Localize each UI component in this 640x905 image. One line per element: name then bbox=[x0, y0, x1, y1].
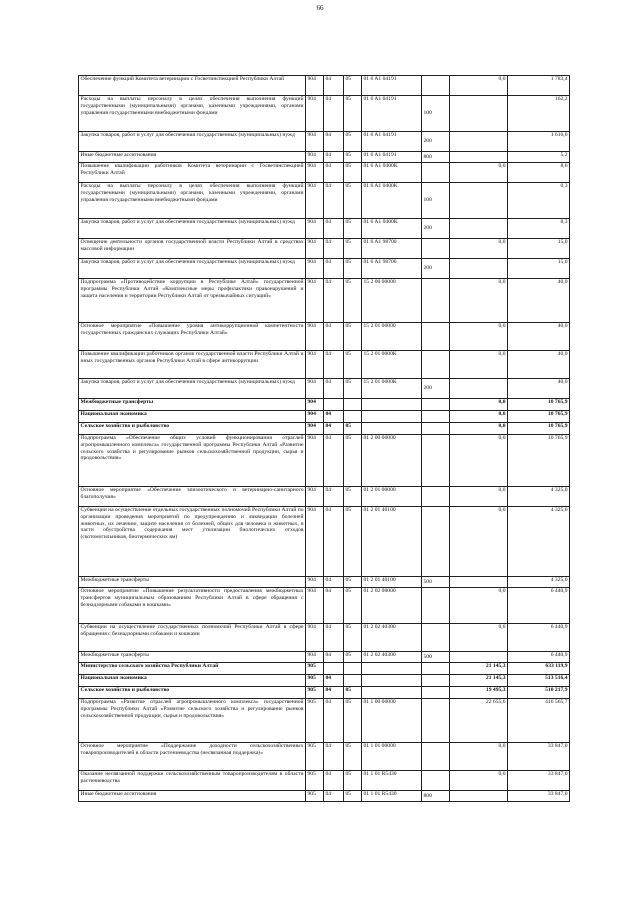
amount-2: 10 765,9 bbox=[508, 435, 570, 487]
subsection-code: 05 bbox=[344, 183, 362, 219]
expense-type-code: 200 bbox=[422, 379, 450, 399]
amount-1 bbox=[450, 791, 508, 802]
expense-type-code bbox=[422, 487, 450, 507]
row-name: Национальная экономика bbox=[79, 675, 306, 687]
table-row bbox=[79, 152, 570, 163]
amount-1: 0,0 bbox=[450, 351, 508, 379]
amount-1: 0,0 bbox=[450, 76, 508, 96]
expense-type-code: 200 bbox=[422, 219, 450, 239]
expense-type-code bbox=[422, 588, 450, 624]
expense-type-code: 500 bbox=[422, 652, 450, 663]
expense-type-code bbox=[422, 663, 450, 675]
row-name: Оказание несвязанной поддержки сельскохозяйственным товаропроизводителям в области растениеводства bbox=[79, 771, 306, 791]
section-code: 04 bbox=[324, 76, 344, 96]
section-code bbox=[324, 663, 344, 675]
subsection-code: 05 bbox=[344, 577, 362, 588]
table-row bbox=[79, 624, 570, 652]
row-name: Повышение квалификации работников Комитета ветеринарии с Госветинспекцией Республики Алтай bbox=[79, 163, 306, 183]
grbs-code: 904 bbox=[306, 323, 324, 351]
amount-1: 0,0 bbox=[450, 411, 508, 423]
target-article-code bbox=[362, 663, 422, 675]
target-article-code: 15 2 01 0000К bbox=[362, 351, 422, 379]
grbs-code: 904 bbox=[306, 76, 324, 96]
expense-type-code: 800 bbox=[422, 152, 450, 163]
amount-2: 5,2 bbox=[508, 152, 570, 163]
target-article-code: 01 1 00 00000 bbox=[362, 699, 422, 743]
page-number: 66 bbox=[316, 4, 324, 12]
amount-2: 4 325,0 bbox=[508, 507, 570, 577]
table-row bbox=[79, 183, 570, 219]
amount-2: 6 440,9 bbox=[508, 624, 570, 652]
section-code: 04 bbox=[324, 351, 344, 379]
target-article-code: 01 2 00 00000 bbox=[362, 435, 422, 487]
grbs-code: 905 bbox=[306, 743, 324, 771]
subsection-code: 05 bbox=[344, 588, 362, 624]
section-code: 04 bbox=[324, 507, 344, 577]
target-article-code: 01 6 A1 0400К bbox=[362, 163, 422, 183]
target-article-code: 01 2 02 40300 bbox=[362, 652, 422, 663]
amount-2: 4 325,0 bbox=[508, 487, 570, 507]
amount-2: 15,0 bbox=[508, 239, 570, 259]
row-name: Освещение деятельности органов государственной власти Республики Алтай в средствах массовой информации bbox=[79, 239, 306, 259]
section-code: 04 bbox=[324, 279, 344, 323]
subsection-code: 05 bbox=[344, 239, 362, 259]
grbs-code: 905 bbox=[306, 791, 324, 802]
row-name: Подпрограмма «Развитие отраслей агропромышленного комплекса» государственной программы Республики Алтай «Развитие сельского хозяйства и регулирование рынков сельскохозяйственной продукции, сырья и продовольствия» bbox=[79, 699, 306, 743]
expense-type-code bbox=[422, 323, 450, 351]
amount-1: 0,0 bbox=[450, 624, 508, 652]
target-article-code: 01 6 A1 0400К bbox=[362, 219, 422, 239]
expense-type-code bbox=[422, 163, 450, 183]
amount-1 bbox=[450, 183, 508, 219]
table-row bbox=[79, 239, 570, 259]
amount-2: 416 565,7 bbox=[508, 699, 570, 743]
amount-2: 4 325,0 bbox=[508, 577, 570, 588]
target-article-code bbox=[362, 399, 422, 411]
grbs-code: 904 bbox=[306, 163, 324, 183]
target-article-code: 01 6 A1 04191 bbox=[362, 96, 422, 132]
table-row bbox=[79, 687, 570, 699]
amount-2: 10 765,9 bbox=[508, 423, 570, 435]
table-row bbox=[79, 96, 570, 132]
amount-2: 8,6 bbox=[508, 163, 570, 183]
subsection-code: 05 bbox=[344, 699, 362, 743]
expense-type-code bbox=[422, 279, 450, 323]
expense-type-code: 800 bbox=[422, 791, 450, 802]
section-code: 04 bbox=[324, 675, 344, 687]
expense-type-code bbox=[422, 411, 450, 423]
row-name: Обеспечение функций Комитета ветеринарии с Госветинспекцией Республики Алтай bbox=[79, 76, 306, 96]
target-article-code: 01 6 A1 04191 bbox=[362, 76, 422, 96]
amount-1: 0,0 bbox=[450, 399, 508, 411]
expense-type-code: 200 bbox=[422, 259, 450, 279]
amount-2: 6 440,9 bbox=[508, 588, 570, 624]
target-article-code: 15 2 00 00000 bbox=[362, 279, 422, 323]
grbs-code: 904 bbox=[306, 487, 324, 507]
section-code: 04 bbox=[324, 699, 344, 743]
section-code: 04 bbox=[324, 259, 344, 279]
subsection-code: 05 bbox=[344, 323, 362, 351]
row-name: Иные бюджетные ассигнования bbox=[79, 152, 306, 163]
table-row bbox=[79, 219, 570, 239]
table-row bbox=[79, 663, 570, 675]
expense-type-code bbox=[422, 351, 450, 379]
subsection-code bbox=[344, 663, 362, 675]
amount-2: 513 516,4 bbox=[508, 675, 570, 687]
subsection-code: 05 bbox=[344, 351, 362, 379]
subsection-code bbox=[344, 411, 362, 423]
expense-type-code bbox=[422, 507, 450, 577]
table-row bbox=[79, 507, 570, 577]
subsection-code: 05 bbox=[344, 687, 362, 699]
expense-type-code: 200 bbox=[422, 132, 450, 152]
target-article-code: 01 1 01 R5430 bbox=[362, 771, 422, 791]
target-article-code: 01 2 02 40300 bbox=[362, 624, 422, 652]
amount-1 bbox=[450, 259, 508, 279]
amount-2: 15,0 bbox=[508, 259, 570, 279]
section-code bbox=[324, 399, 344, 411]
amount-2: 33 847,0 bbox=[508, 743, 570, 771]
expense-type-code bbox=[422, 239, 450, 259]
section-code: 04 bbox=[324, 152, 344, 163]
target-article-code: 01 6 A1 04191 bbox=[362, 152, 422, 163]
expense-type-code bbox=[422, 743, 450, 771]
budget-table bbox=[78, 75, 570, 802]
amount-1: 0,0 bbox=[450, 163, 508, 183]
table-row bbox=[79, 399, 570, 411]
expense-type-code: 500 bbox=[422, 577, 450, 588]
table-row bbox=[79, 577, 570, 588]
target-article-code bbox=[362, 687, 422, 699]
expense-type-code bbox=[422, 675, 450, 687]
grbs-code: 904 bbox=[306, 423, 324, 435]
amount-1 bbox=[450, 152, 508, 163]
subsection-code: 05 bbox=[344, 423, 362, 435]
amount-2: 8,3 bbox=[508, 219, 570, 239]
grbs-code: 905 bbox=[306, 687, 324, 699]
row-name: Субвенции на осуществление отдельных государственных полномочий Республики Алтай по организации проведения мероприятий по предупреждению и ликвидации болезней животных, их лечению, защите населения от болезней, общих для человека и животных, в части обустройства содержания мест утилизации биологических отходов (скотомогильников, биотермических ям) bbox=[79, 507, 306, 577]
row-name: Подпрограмма «Противодействие коррупции в Республике Алтай» государственной программы Республики Алтай «Комплексные меры профилактики правонарушений и защита населения и территории Республики Алтай от чрезвычайных ситуаций» bbox=[79, 279, 306, 323]
section-code: 04 bbox=[324, 435, 344, 487]
amount-1: 0,0 bbox=[450, 239, 508, 259]
table-row bbox=[79, 435, 570, 487]
table-row bbox=[79, 411, 570, 423]
grbs-code: 905 bbox=[306, 675, 324, 687]
table-row bbox=[79, 423, 570, 435]
subsection-code bbox=[344, 675, 362, 687]
row-name: Основное мероприятие «Повышение уровня антикоррупционной компетентности государственных гражданских служащих Республики Алтай» bbox=[79, 323, 306, 351]
section-code: 04 bbox=[324, 687, 344, 699]
grbs-code: 904 bbox=[306, 577, 324, 588]
table-row bbox=[79, 743, 570, 771]
row-name: Закупка товаров, работ и услуг для обеспечения государственных (муниципальных) нужд bbox=[79, 259, 306, 279]
amount-1 bbox=[450, 379, 508, 399]
grbs-code: 904 bbox=[306, 624, 324, 652]
subsection-code: 05 bbox=[344, 743, 362, 771]
grbs-code: 904 bbox=[306, 96, 324, 132]
target-article-code: 01 2 01 00000 bbox=[362, 487, 422, 507]
table-row bbox=[79, 132, 570, 152]
section-code: 04 bbox=[324, 219, 344, 239]
subsection-code: 05 bbox=[344, 791, 362, 802]
amount-1: 0,0 bbox=[450, 771, 508, 791]
subsection-code: 05 bbox=[344, 487, 362, 507]
amount-1: 0,0 bbox=[450, 588, 508, 624]
grbs-code: 904 bbox=[306, 132, 324, 152]
subsection-code: 05 bbox=[344, 96, 362, 132]
budget-table-body bbox=[79, 76, 570, 802]
grbs-code: 904 bbox=[306, 219, 324, 239]
subsection-code: 05 bbox=[344, 507, 362, 577]
section-code: 04 bbox=[324, 423, 344, 435]
amount-2: 40,0 bbox=[508, 351, 570, 379]
section-code: 04 bbox=[324, 577, 344, 588]
amount-1: 0,0 bbox=[450, 507, 508, 577]
amount-1 bbox=[450, 132, 508, 152]
section-code: 04 bbox=[324, 487, 344, 507]
row-name: Закупка товаров, работ и услуг для обеспечения государственных (муниципальных) нужд bbox=[79, 379, 306, 399]
target-article-code: 01 6 A1 98700 bbox=[362, 239, 422, 259]
amount-1 bbox=[450, 652, 508, 663]
target-article-code: 01 6 A1 98700 bbox=[362, 259, 422, 279]
amount-2: 10 765,9 bbox=[508, 411, 570, 423]
amount-1: 0,0 bbox=[450, 435, 508, 487]
expense-type-code bbox=[422, 624, 450, 652]
section-code: 04 bbox=[324, 588, 344, 624]
row-name: Основное мероприятие «Обеспечение эпизоотического и ветеринарно-санитарного благополучия» bbox=[79, 487, 306, 507]
amount-1: 0,0 bbox=[450, 487, 508, 507]
table-row bbox=[79, 588, 570, 624]
table-row bbox=[79, 76, 570, 96]
amount-2: 510 217,9 bbox=[508, 687, 570, 699]
amount-1 bbox=[450, 219, 508, 239]
amount-1: 0,0 bbox=[450, 279, 508, 323]
amount-2: 6 440,9 bbox=[508, 652, 570, 663]
amount-2: 40,0 bbox=[508, 323, 570, 351]
table-row bbox=[79, 652, 570, 663]
subsection-code: 05 bbox=[344, 163, 362, 183]
target-article-code: 01 6 A1 0400К bbox=[362, 183, 422, 219]
row-name: Национальная экономика bbox=[79, 411, 306, 423]
subsection-code: 05 bbox=[344, 279, 362, 323]
row-name: Закупка товаров, работ и услуг для обеспечения государственных (муниципальных) нужд bbox=[79, 132, 306, 152]
amount-1: 22 655,6 bbox=[450, 699, 508, 743]
expense-type-code: 100 bbox=[422, 183, 450, 219]
subsection-code: 05 bbox=[344, 652, 362, 663]
table-row bbox=[79, 323, 570, 351]
section-code: 04 bbox=[324, 132, 344, 152]
table-row bbox=[79, 163, 570, 183]
section-code: 04 bbox=[324, 323, 344, 351]
section-code: 04 bbox=[324, 624, 344, 652]
section-code: 04 bbox=[324, 791, 344, 802]
grbs-code: 904 bbox=[306, 588, 324, 624]
expense-type-code bbox=[422, 699, 450, 743]
table-row bbox=[79, 771, 570, 791]
row-name: Основное мероприятие «Повышение результативности предоставления межбюджетных трансфертов муниципальным образованиям Республики Алтай в сфере обращения с безнадзорными собаками и кошками» bbox=[79, 588, 306, 624]
grbs-code: 904 bbox=[306, 152, 324, 163]
subsection-code: 05 bbox=[344, 132, 362, 152]
grbs-code: 904 bbox=[306, 239, 324, 259]
amount-1: 19 495,3 bbox=[450, 687, 508, 699]
table-row bbox=[79, 675, 570, 687]
row-name: Повышение квалификации работников органов государственной власти Республики Алтай и иных государственных органов Республики Алтай в сфере антикоррупции bbox=[79, 351, 306, 379]
row-name: Сельское хозяйство и рыболовство bbox=[79, 687, 306, 699]
row-name: Межбюджетные трансферты bbox=[79, 399, 306, 411]
target-article-code bbox=[362, 411, 422, 423]
grbs-code: 904 bbox=[306, 379, 324, 399]
amount-2: 40,0 bbox=[508, 379, 570, 399]
subsection-code: 05 bbox=[344, 379, 362, 399]
amount-1: 0,0 bbox=[450, 323, 508, 351]
table-row bbox=[79, 379, 570, 399]
grbs-code: 905 bbox=[306, 771, 324, 791]
row-name: Закупка товаров, работ и услуг для обеспечения государственных (муниципальных) нужд bbox=[79, 219, 306, 239]
section-code: 04 bbox=[324, 652, 344, 663]
row-name: Сельское хозяйство и рыболовство bbox=[79, 423, 306, 435]
amount-1 bbox=[450, 577, 508, 588]
target-article-code: 01 2 01 40100 bbox=[362, 507, 422, 577]
table-row bbox=[79, 791, 570, 802]
subsection-code: 05 bbox=[344, 624, 362, 652]
grbs-code: 904 bbox=[306, 411, 324, 423]
expense-type-code bbox=[422, 435, 450, 487]
section-code: 04 bbox=[324, 163, 344, 183]
amount-2: 33 847,0 bbox=[508, 791, 570, 802]
row-name: Подпрограмма «Обеспечение общих условий функционирования отраслей агропромышленного комплекса» государственной программы Республики Алтай «Развитие сельского хозяйства и регулирование рынков сельскохозяйственной продукции, сырья и продовольствия» bbox=[79, 435, 306, 487]
grbs-code: 904 bbox=[306, 435, 324, 487]
target-article-code: 01 2 02 00000 bbox=[362, 588, 422, 624]
grbs-code: 905 bbox=[306, 663, 324, 675]
row-name: Иные бюджетные ассигнования bbox=[79, 791, 306, 802]
target-article-code: 01 1 01 00000 bbox=[362, 743, 422, 771]
expense-type-code: 100 bbox=[422, 96, 450, 132]
amount-1: 0,0 bbox=[450, 423, 508, 435]
target-article-code: 15 2 01 0000К bbox=[362, 379, 422, 399]
row-name: Межбюджетные трансферты bbox=[79, 652, 306, 663]
table-row bbox=[79, 279, 570, 323]
subsection-code: 05 bbox=[344, 76, 362, 96]
row-name: Основное мероприятие «Поддержание доходности сельскохозяйственных товаропроизводителей в области растениеводства (несвязанная поддержка)» bbox=[79, 743, 306, 771]
section-code: 04 bbox=[324, 771, 344, 791]
subsection-code: 05 bbox=[344, 152, 362, 163]
subsection-code bbox=[344, 399, 362, 411]
section-code: 04 bbox=[324, 379, 344, 399]
amount-1: 21 145,3 bbox=[450, 663, 508, 675]
amount-2: 1 783,4 bbox=[508, 76, 570, 96]
section-code: 04 bbox=[324, 239, 344, 259]
expense-type-code bbox=[422, 771, 450, 791]
subsection-code: 05 bbox=[344, 771, 362, 791]
target-article-code: 01 2 01 40100 bbox=[362, 577, 422, 588]
grbs-code: 904 bbox=[306, 652, 324, 663]
row-name: Министерство сельского хозяйства Республики Алтай bbox=[79, 663, 306, 675]
amount-2: 40,0 bbox=[508, 279, 570, 323]
amount-1: 21 145,3 bbox=[450, 675, 508, 687]
table-row bbox=[79, 351, 570, 379]
amount-2: 10 765,9 bbox=[508, 399, 570, 411]
table-row bbox=[79, 699, 570, 743]
target-article-code bbox=[362, 675, 422, 687]
amount-2: 0,3 bbox=[508, 183, 570, 219]
section-code: 04 bbox=[324, 411, 344, 423]
table-row bbox=[79, 487, 570, 507]
section-code: 04 bbox=[324, 96, 344, 132]
amount-2: 1 616,0 bbox=[508, 132, 570, 152]
amount-1: 0,0 bbox=[450, 743, 508, 771]
amount-1 bbox=[450, 96, 508, 132]
target-article-code bbox=[362, 423, 422, 435]
subsection-code: 05 bbox=[344, 219, 362, 239]
subsection-code: 05 bbox=[344, 259, 362, 279]
target-article-code: 01 6 A1 04191 bbox=[362, 132, 422, 152]
amount-2: 162,2 bbox=[508, 96, 570, 132]
expense-type-code bbox=[422, 423, 450, 435]
grbs-code: 904 bbox=[306, 507, 324, 577]
target-article-code: 15 2 01 00000 bbox=[362, 323, 422, 351]
row-name: Межбюджетные трансферты bbox=[79, 577, 306, 588]
grbs-code: 904 bbox=[306, 351, 324, 379]
subsection-code: 05 bbox=[344, 435, 362, 487]
grbs-code: 904 bbox=[306, 399, 324, 411]
section-code: 04 bbox=[324, 743, 344, 771]
amount-2: 633 119,9 bbox=[508, 663, 570, 675]
grbs-code: 904 bbox=[306, 279, 324, 323]
expense-type-code bbox=[422, 399, 450, 411]
table-row bbox=[79, 259, 570, 279]
expense-type-code bbox=[422, 687, 450, 699]
row-name: Расходы на выплаты персоналу в целях обеспечения выполнения функций государственными (муниципальными) органами, казенными учреждениями, органами управления государственными внебюджетными фондами bbox=[79, 96, 306, 132]
amount-2: 33 847,0 bbox=[508, 771, 570, 791]
row-name: Субвенции на осуществление государственных полномочий Республики Алтай в сфере обращения с безнадзорными собаками и кошками bbox=[79, 624, 306, 652]
target-article-code: 01 1 01 R5430 bbox=[362, 791, 422, 802]
row-name: Расходы на выплаты персоналу в целях обеспечения выполнения функций государственными (муниципальными) органами, казенными учреждениями, органами управления государственными внебюджетными фондами bbox=[79, 183, 306, 219]
grbs-code: 904 bbox=[306, 183, 324, 219]
expense-type-code bbox=[422, 76, 450, 96]
grbs-code: 905 bbox=[306, 699, 324, 743]
grbs-code: 904 bbox=[306, 259, 324, 279]
section-code: 04 bbox=[324, 183, 344, 219]
